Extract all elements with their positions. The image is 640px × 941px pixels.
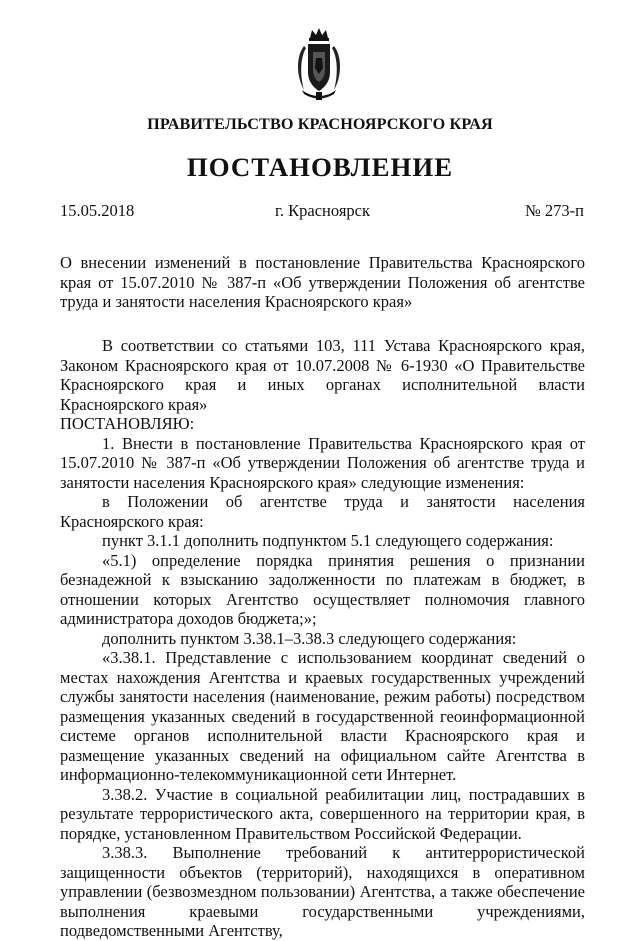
government-name: ПРАВИТЕЛЬСТВО КРАСНОЯРСКОГО КРАЯ	[147, 115, 493, 133]
paragraph-preamble: В соответствии со статьями 103, 111 Устава Красноярского края, Законом Красноярского края от 10.07.2008 № 6-1930 «О Правительстве Красноярского края и иных органах исполнительной власти Красноярского края»	[60, 336, 585, 414]
paragraph-point-3-1-1: пункт 3.1.1 дополнить подпунктом 5.1 следующего содержания:	[102, 531, 554, 550]
paragraph-regulation: в Положении об агентстве труда и занятости населения Красноярского края:	[60, 492, 585, 531]
document-number: № 273-п	[525, 201, 584, 220]
document-heading: О внесении изменений в постановление Правительства Красноярского края от 15.07.2010 № 387-п «Об утверждении Положения об агентстве труда и занятости населения Красноярского края»	[60, 253, 585, 311]
paragraph-3-38-1: «3.38.1. Представление с использованием координат сведений о местах нахождения Агентства и краевых государственных учреждений службы занятости населения (наименование, режим работы) посредством размещения указанных сведений в государственной геоинформационной системе органов исполнительной власти Красноярского края и размещение указанных сведений на официальном сайте Агентства в информационно-телекоммуникационной сети Интернет.	[60, 648, 585, 784]
document-date: 15.05.2018	[60, 201, 135, 220]
paragraph-add-points: дополнить пунктом 3.38.1–3.38.3 следующего содержания:	[102, 628, 517, 648]
paragraph-3-38-3: 3.38.3. Выполнение требований к антитеррористической защищенности объектов (территорий), находящихся в оперативном управлении (безвозмездном пользовании) Агентства, а также обеспечение выполнения краевыми государственными учреждениями, подведомственными Агентству,	[60, 843, 585, 940]
document-type-title: ПОСТАНОВЛЕНИЕ	[186, 152, 454, 182]
coat-of-arms-icon	[294, 28, 344, 100]
document-city: г. Красноярск	[275, 201, 371, 220]
document-body	[60, 336, 585, 941]
paragraph-resolve: ПОСТАНОВЛЯЮ:	[60, 414, 195, 433]
paragraph-item-1: 1. Внести в постановление Правительства Красноярского края от 15.07.2010 № 387-п «Об утверждении Положения об агентстве труда и занятости населения Красноярского края» следующие изменения:	[60, 433, 585, 492]
paragraph-3-38-2: 3.38.2. Участие в социальной реабилитации лиц, пострадавших в результате террористического акта, совершенного на территории края, в порядке, установленном Правительством Российской Федерации.	[60, 784, 585, 843]
paragraph-subpoint-5-1: «5.1) определение порядка принятия решения о признании безнадежной к взысканию задолженности по платежам в бюджет, в отношении которых Агентство осуществляет полномочия главного администратора доходов бюджета;»;	[60, 550, 585, 628]
